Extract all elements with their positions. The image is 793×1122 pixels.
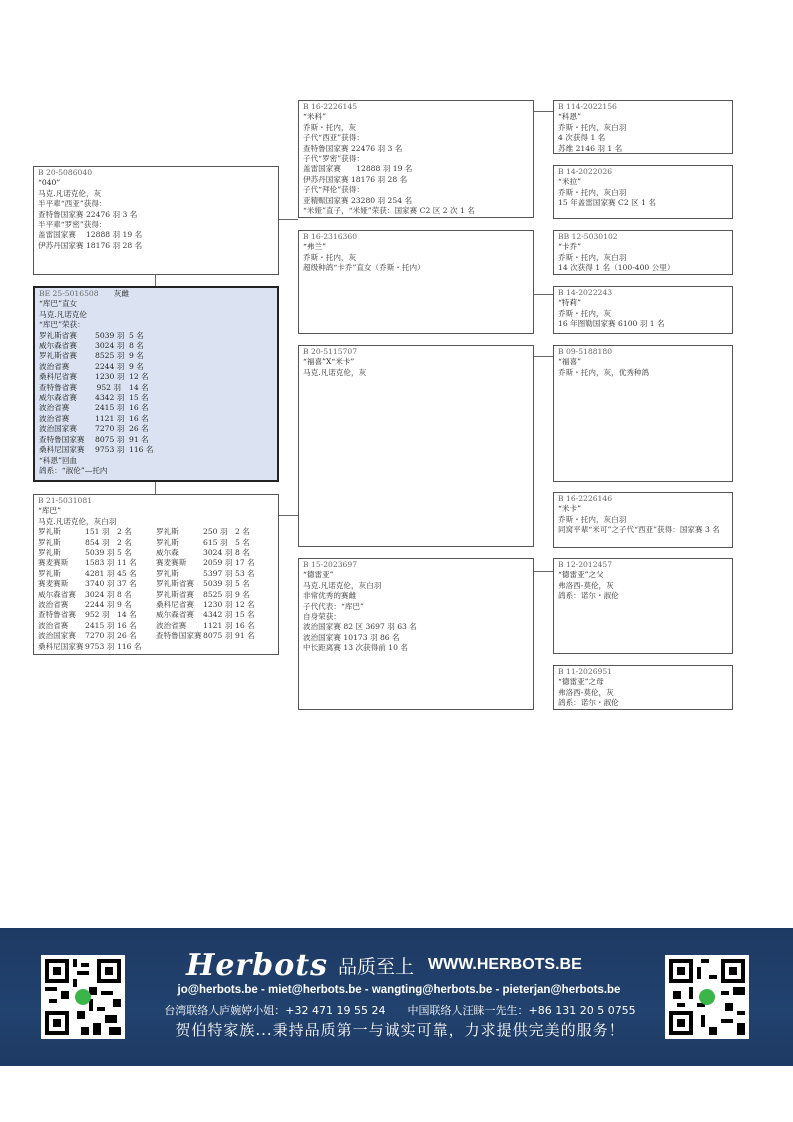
motto: 贺伯特家族...秉持品质第一与诚实可靠，力求提供完美的服务！ bbox=[175, 1021, 625, 1039]
ring-number: B 16-2226145 bbox=[303, 102, 358, 111]
info-line: 乔斯・托内，灰白羽 bbox=[558, 187, 627, 197]
connector bbox=[533, 111, 553, 112]
result-row bbox=[156, 527, 274, 537]
bird-count: 7270 羽 bbox=[95, 424, 125, 434]
result-row bbox=[156, 610, 274, 620]
info-line: 子代代表：“库巴” bbox=[303, 601, 364, 611]
honors-title: “库巴”荣获： bbox=[39, 320, 85, 330]
placing: 15 名 bbox=[129, 393, 149, 403]
info-line: 亚精赈国家赛 23280 羽 254 名 bbox=[303, 195, 413, 205]
placing: 16 名 bbox=[129, 403, 149, 413]
bird-count: 4281 羽 bbox=[85, 568, 115, 578]
result-row bbox=[38, 642, 156, 652]
pigeon-name: “福喜”X“米卡” bbox=[303, 357, 355, 367]
ring-number: B 20-5086040 bbox=[38, 168, 93, 177]
ggp-sds-card bbox=[553, 230, 733, 275]
bird-count: 8525 羽 bbox=[203, 589, 233, 599]
brand-row bbox=[186, 948, 616, 982]
info-line: 查特鲁国家赛 22476 羽 3 名 bbox=[38, 209, 138, 219]
info-line: 弗洛西-莫伦，灰 bbox=[558, 687, 614, 697]
result-row bbox=[38, 558, 156, 568]
ggp-ssd-card bbox=[553, 165, 733, 219]
note: 鸽系：“淑伦”—托内 bbox=[39, 465, 108, 475]
race-name: 威尔森省赛 bbox=[39, 393, 77, 403]
breeder: 马克.凡诺克伦，灰白羽 bbox=[38, 516, 117, 526]
ring-number: B 114-2022156 bbox=[558, 102, 617, 111]
result-row bbox=[156, 621, 274, 631]
placing: 16 名 bbox=[235, 620, 255, 630]
race-name: 罗礼斯 bbox=[156, 537, 179, 547]
pigeon-name: “德雷亚” bbox=[303, 570, 334, 580]
website-link[interactable]: WWW.HERBOTS.BE bbox=[428, 956, 582, 973]
result-row bbox=[156, 590, 274, 600]
bird-count: 9753 羽 bbox=[95, 445, 125, 455]
pigeon-name: “卡乔” bbox=[558, 242, 581, 252]
result-row bbox=[39, 445, 273, 455]
result-row bbox=[38, 548, 156, 558]
bird-count: 1230 羽 bbox=[95, 372, 125, 382]
email-addresses[interactable]: jo@herbots.be - miet@herbots.be - wangting@herbots.be - pieterjan@herbots.be bbox=[177, 984, 621, 996]
race-name: 桑科尼国家赛 bbox=[38, 641, 84, 651]
bird-count: 2244 羽 bbox=[85, 600, 115, 610]
result-row bbox=[38, 621, 156, 631]
pigeon-name: “科恩” bbox=[558, 112, 581, 122]
qr-code-left bbox=[41, 955, 125, 1039]
dam-dam-card bbox=[298, 558, 534, 710]
race-name: 桑科尼省赛 bbox=[156, 600, 194, 610]
info-line: 半平辈“罗密”获得： bbox=[38, 220, 107, 230]
race-name: 罗礼斯 bbox=[38, 548, 61, 558]
info-line: 16 年图勒国家赛 6100 羽 1 名 bbox=[558, 319, 665, 329]
placing: 12 名 bbox=[129, 372, 149, 382]
result-row bbox=[156, 548, 274, 558]
pigeon-name: “德雷亚”之母 bbox=[558, 677, 604, 687]
result-row bbox=[38, 579, 156, 589]
footer-banner bbox=[0, 928, 793, 1066]
placing: 12 名 bbox=[235, 600, 255, 610]
result-row bbox=[156, 558, 274, 568]
dam-card bbox=[33, 494, 279, 655]
note: “科恩”回血 bbox=[39, 455, 78, 465]
placing: 11 名 bbox=[117, 558, 137, 568]
race-name: 罗礼斯省赛 bbox=[156, 579, 194, 589]
herbots-logo: Herbots bbox=[186, 947, 328, 983]
placing: 16 名 bbox=[117, 620, 137, 630]
placing: 9 名 bbox=[117, 600, 132, 610]
race-name: 波治省赛 bbox=[38, 600, 69, 610]
bird-count: 4342 羽 bbox=[95, 393, 125, 403]
pigeon-name: “特莉” bbox=[558, 298, 581, 308]
ggp-dds-card bbox=[553, 558, 733, 654]
bird-count: 8075 羽 bbox=[95, 434, 125, 444]
qr-code-icon bbox=[41, 955, 125, 1039]
placing: 91 名 bbox=[235, 631, 255, 641]
race-name: 查特鲁省赛 bbox=[39, 382, 77, 392]
ring-number: B 21-5031081 bbox=[38, 496, 93, 505]
placing: 15 名 bbox=[235, 610, 255, 620]
connector bbox=[278, 515, 298, 516]
race-name: 赛麦赛斯 bbox=[156, 558, 187, 568]
result-row bbox=[39, 403, 273, 413]
ring-number: B 16-2316360 bbox=[303, 232, 358, 241]
result-row bbox=[39, 424, 273, 434]
bird-count: 1583 羽 bbox=[85, 558, 115, 568]
placing: 45 名 bbox=[117, 568, 137, 578]
info-line: 盖雷国家赛 12888 羽 19 名 bbox=[38, 230, 143, 240]
info-line: 中长距离赛 13 次获得前 10 名 bbox=[303, 643, 408, 653]
info-line: 子代“罗密”获得： bbox=[303, 154, 364, 164]
bird-count: 5039 羽 bbox=[203, 579, 233, 589]
ring-number: B 20-5115707 bbox=[303, 347, 358, 356]
placing: 9 名 bbox=[129, 361, 144, 371]
bird-count: 615 羽 bbox=[203, 537, 228, 547]
info-line: 马克.凡诺克伦，灰白羽 bbox=[303, 580, 382, 590]
pigeon-name: “040” bbox=[38, 178, 61, 188]
result-row bbox=[38, 527, 156, 537]
result-row bbox=[39, 331, 273, 341]
race-name: 罗礼斯 bbox=[156, 527, 179, 537]
result-row bbox=[38, 610, 156, 620]
bird-count: 5039 羽 bbox=[95, 330, 125, 340]
result-row bbox=[156, 538, 274, 548]
info-line: 乔斯・托内，灰 bbox=[558, 308, 612, 318]
placing: 8 名 bbox=[235, 548, 250, 558]
race-name: 查特鲁省赛 bbox=[38, 610, 76, 620]
race-name: 罗礼斯省赛 bbox=[39, 351, 77, 361]
placing: 14 名 bbox=[117, 610, 137, 620]
ggp-ddd-card bbox=[553, 665, 733, 710]
connector bbox=[155, 482, 156, 494]
pigeon-name: “库巴” bbox=[38, 506, 61, 516]
bird-count: 5397 羽 bbox=[203, 568, 233, 578]
pigeon-name: “弗兰” bbox=[303, 242, 326, 252]
ggp-sdd-card bbox=[553, 286, 733, 334]
info-line: 子代“拜伦”获得： bbox=[303, 185, 364, 195]
bird-count: 5039 羽 bbox=[85, 548, 115, 558]
result-row bbox=[156, 600, 274, 610]
result-row bbox=[38, 600, 156, 610]
placing: 8 名 bbox=[129, 341, 144, 351]
race-name: 波治省赛 bbox=[39, 403, 70, 413]
ggp-dsd-card bbox=[553, 492, 733, 548]
race-name: 赛麦赛斯 bbox=[38, 558, 69, 568]
bird-count: 2244 羽 bbox=[95, 361, 125, 371]
info-line: 超级种鸽“卡乔”直女（乔斯・托内） bbox=[303, 263, 425, 273]
bird-count: 151 羽 bbox=[85, 527, 110, 537]
sire-sire-card bbox=[298, 100, 534, 218]
race-name: 威尔森 bbox=[156, 548, 179, 558]
bird-count: 2415 羽 bbox=[95, 403, 125, 413]
race-name: 罗礼斯省赛 bbox=[39, 330, 77, 340]
result-row bbox=[156, 579, 274, 589]
result-row bbox=[39, 414, 273, 424]
result-row bbox=[39, 341, 273, 351]
info-line: 苏维 2146 羽 1 名 bbox=[558, 143, 623, 153]
result-row bbox=[156, 569, 274, 579]
results-list bbox=[39, 331, 273, 456]
info-line: 乔斯・托内，灰，优秀种鸽 bbox=[558, 367, 650, 377]
race-name: 桑科尼省赛 bbox=[39, 372, 77, 382]
ring-number: B 09-5188180 bbox=[558, 347, 613, 356]
info-line: 非常优秀的赛雌 bbox=[303, 591, 357, 601]
race-name: 罗礼斯 bbox=[38, 537, 61, 547]
bird-count: 3024 羽 bbox=[203, 548, 233, 558]
info-line: 自身荣获： bbox=[303, 612, 341, 622]
info-line: 查特鲁国家赛 22476 羽 3 名 bbox=[303, 143, 403, 153]
info-line: 盖雷国家赛 12888 羽 19 名 bbox=[303, 164, 413, 174]
info-line: 4 次获得 1 名 bbox=[558, 133, 606, 143]
race-name: 威尔森省赛 bbox=[38, 589, 76, 599]
connector bbox=[155, 274, 156, 286]
results-list-left bbox=[38, 527, 156, 652]
placing: 2 名 bbox=[117, 527, 132, 537]
connector bbox=[533, 356, 553, 357]
race-name: 威尔森省赛 bbox=[156, 610, 194, 620]
connector bbox=[278, 219, 298, 220]
race-name: 波治省赛 bbox=[38, 620, 69, 630]
race-name: 波治省赛 bbox=[39, 361, 70, 371]
bird-count: 1121 羽 bbox=[203, 620, 233, 630]
bird-count: 7270 羽 bbox=[85, 631, 115, 641]
info-line: 鸽系：诺尔・淑伦 bbox=[558, 591, 619, 601]
bird-count: 1230 羽 bbox=[203, 600, 233, 610]
info-line: 伊苏丹国家赛 18176 羽 28 名 bbox=[303, 174, 408, 184]
info-line: 乔斯・托内，灰白羽 bbox=[558, 514, 627, 524]
slogan: 品质至上 bbox=[337, 955, 414, 978]
bird-count: 952 羽 bbox=[85, 610, 110, 620]
race-name: 波治国家赛 bbox=[39, 424, 77, 434]
placing: 26 名 bbox=[117, 631, 137, 641]
bird-count: 1121 羽 bbox=[95, 413, 125, 423]
placing: 17 名 bbox=[235, 558, 255, 568]
info-line: 弗洛西-莫伦，灰 bbox=[558, 580, 614, 590]
placing: 14 名 bbox=[129, 382, 149, 392]
ring-number: B 11-2026951 bbox=[558, 667, 613, 676]
contact-phones: 台湾联络人庐婉婷小姐：+32 471 19 55 24 中国联络人汪睐一先生：+86 131 20 5 0755 bbox=[164, 1004, 636, 1017]
ring-number: B 14-2022243 bbox=[558, 288, 613, 297]
bird-count: 250 羽 bbox=[203, 527, 228, 537]
bird-count: 8075 羽 bbox=[203, 631, 233, 641]
bird-count: 8525 羽 bbox=[95, 351, 125, 361]
info-line: 15 年盖雷国家赛 C2 区 1 名 bbox=[558, 198, 656, 208]
race-name: 威尔森省赛 bbox=[39, 341, 77, 351]
info-line: 乔斯・托内，灰 bbox=[303, 122, 357, 132]
placing: 5 名 bbox=[129, 330, 144, 340]
result-row bbox=[39, 351, 273, 361]
connector bbox=[533, 294, 553, 295]
result-row bbox=[39, 393, 273, 403]
race-name: 桑科尼国家赛 bbox=[39, 445, 85, 455]
race-name: 罗礼斯 bbox=[156, 568, 179, 578]
bird-count: 3024 羽 bbox=[95, 341, 125, 351]
pigeon-name: “米卡” bbox=[558, 504, 581, 514]
bird-count: 2415 羽 bbox=[85, 620, 115, 630]
race-name: 查特鲁国家赛 bbox=[39, 434, 85, 444]
ggp-dss-card bbox=[553, 345, 733, 482]
placing: 5 名 bbox=[235, 579, 250, 589]
race-name: 波治国家赛 bbox=[38, 631, 76, 641]
bird-count: 9753 羽 bbox=[85, 641, 115, 651]
race-name: 波治省赛 bbox=[39, 413, 70, 423]
race-name: 罗礼斯 bbox=[38, 527, 61, 537]
placing: 2 名 bbox=[117, 537, 132, 547]
bird-count: 3024 羽 bbox=[85, 589, 115, 599]
bird-count: 4342 羽 bbox=[203, 610, 233, 620]
placing: 37 名 bbox=[117, 579, 137, 589]
pigeon-name: “库巴”直女 bbox=[39, 299, 78, 309]
placing: 116 名 bbox=[117, 641, 142, 651]
pigeon-color: 灰雌 bbox=[113, 289, 129, 298]
placing: 8 名 bbox=[117, 589, 132, 599]
race-name: 查特鲁国家赛 bbox=[156, 631, 202, 641]
breeder: 马克.凡诺克伦 bbox=[39, 309, 87, 319]
placing: 91 名 bbox=[129, 434, 149, 444]
placing: 26 名 bbox=[129, 424, 149, 434]
pigeon-name: “德雷亚”之父 bbox=[558, 570, 604, 580]
ring-number: BB 12-5030102 bbox=[558, 232, 618, 241]
placing: 9 名 bbox=[235, 589, 250, 599]
ring-number: B 12-2012457 bbox=[558, 560, 613, 569]
result-row bbox=[39, 383, 273, 393]
placing: 2 名 bbox=[235, 527, 250, 537]
pigeon-name: “米拉” bbox=[558, 177, 581, 187]
bird-count: 952 羽 bbox=[96, 382, 121, 392]
result-row bbox=[38, 569, 156, 579]
info-line: 乔斯・托内，灰白羽 bbox=[558, 252, 627, 262]
ring-number: B 15-2023697 bbox=[303, 560, 358, 569]
bird-count: 3740 羽 bbox=[85, 579, 115, 589]
placing: 5 名 bbox=[235, 537, 250, 547]
race-name: 波治省赛 bbox=[156, 620, 187, 630]
info-line: 14 次获得 1 名（100-400 公里） bbox=[558, 263, 675, 273]
pigeon-name: “福喜” bbox=[558, 357, 581, 367]
ring-number: B 14-2022026 bbox=[558, 167, 613, 176]
dam-sire-card bbox=[298, 345, 534, 547]
info-line: 波治国家赛 82 区 3697 羽 63 名 bbox=[303, 622, 417, 632]
sire-card bbox=[33, 166, 279, 275]
info-line: 乔斯・托内，灰 bbox=[303, 252, 357, 262]
info-line: 乔斯・托内，灰白羽 bbox=[558, 122, 627, 132]
ring-number: B 16-2226146 bbox=[558, 494, 613, 503]
info-line: 子代“西亚”获得： bbox=[303, 133, 364, 143]
pigeon-name: “米科” bbox=[303, 112, 326, 122]
subject-pigeon-card bbox=[33, 286, 279, 482]
result-row bbox=[38, 590, 156, 600]
sire-dam-card bbox=[298, 230, 534, 334]
info-line: 波治国家赛 10173 羽 86 名 bbox=[303, 632, 400, 642]
placing: 53 名 bbox=[235, 568, 255, 578]
info-line: 半平辈“西亚”获得： bbox=[38, 199, 107, 209]
info-line: 伊苏丹国家赛 18176 羽 28 名 bbox=[38, 240, 143, 250]
ggp-sss-card bbox=[553, 100, 733, 154]
result-row bbox=[38, 538, 156, 548]
placing: 5 名 bbox=[117, 548, 132, 558]
connector bbox=[533, 571, 553, 572]
placing: 9 名 bbox=[129, 351, 144, 361]
result-row bbox=[39, 372, 273, 382]
result-row bbox=[39, 435, 273, 445]
placing: 16 名 bbox=[129, 413, 149, 423]
info-line: 鸽系：诺尔・淑伦 bbox=[558, 698, 619, 708]
info-line: 马克.凡诺克伦，灰 bbox=[303, 367, 367, 377]
info-line: 马克.凡诺克伦，灰 bbox=[38, 188, 102, 198]
bird-count: 2059 羽 bbox=[203, 558, 233, 568]
race-name: 赛麦赛斯 bbox=[38, 579, 69, 589]
race-name: 罗礼斯 bbox=[38, 568, 61, 578]
race-name: 罗礼斯省赛 bbox=[156, 589, 194, 599]
result-row bbox=[156, 631, 274, 641]
placing: 116 名 bbox=[129, 445, 154, 455]
result-row bbox=[38, 631, 156, 641]
ring-number: BE 25-5016508 bbox=[39, 289, 99, 298]
results-list-right bbox=[156, 527, 274, 652]
result-row bbox=[39, 362, 273, 372]
info-line: “米娅”直子，“米娅”荣获：国家赛 C2 区 2 次 1 名 bbox=[303, 206, 475, 216]
bird-count: 854 羽 bbox=[85, 537, 110, 547]
info-line: 同窝平辈“米可”之子代“西亚”获得：国家赛 3 名 bbox=[558, 525, 720, 535]
